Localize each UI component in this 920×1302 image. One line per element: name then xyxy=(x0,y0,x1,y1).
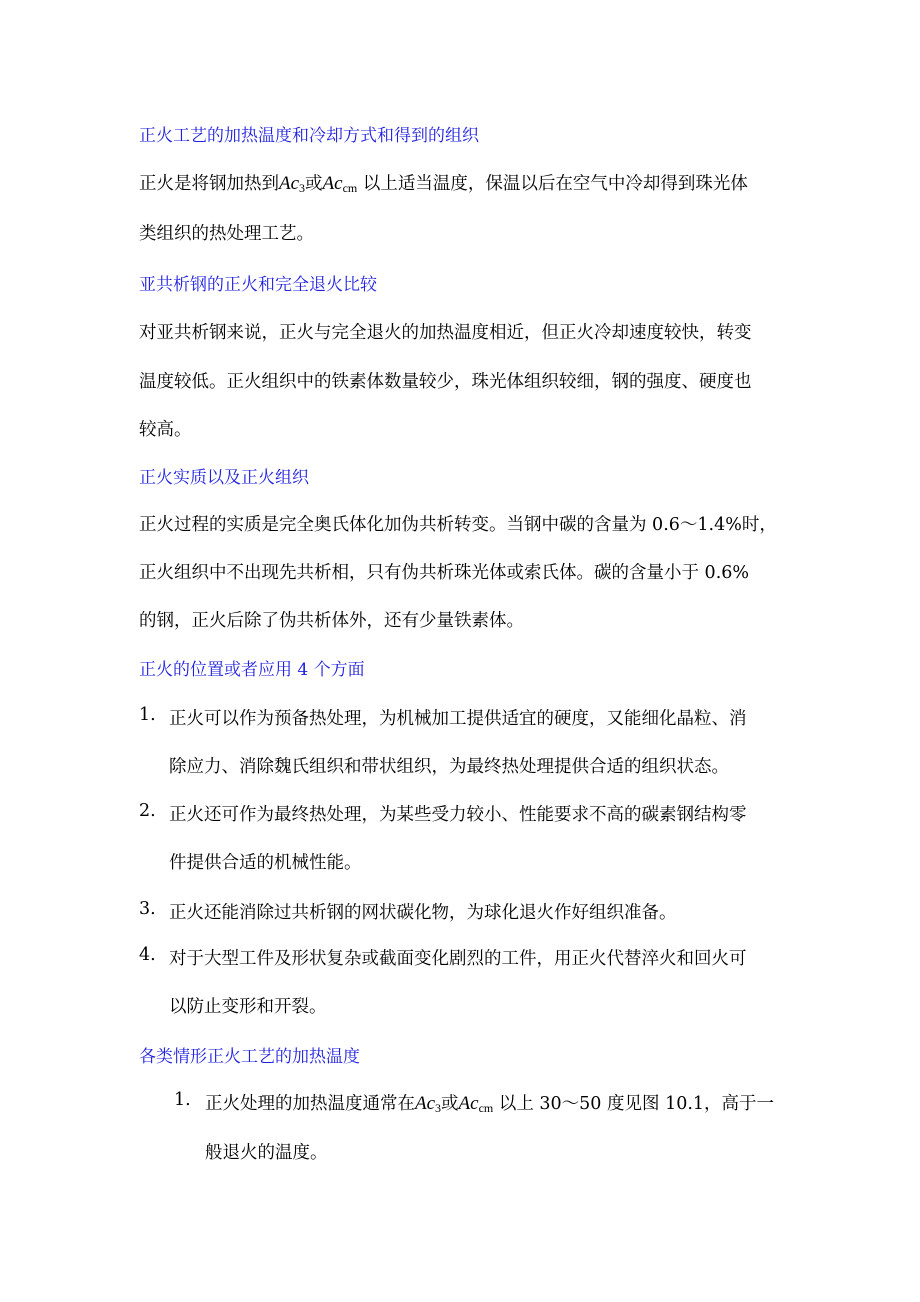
section-heading: 各类情形正火工艺的加热温度 xyxy=(139,1047,360,1067)
list-item-line: 正火还能消除过共析钢的网状碳化物，为球化退火作好组织准备。 xyxy=(169,903,677,923)
paragraph-line: 正火过程的实质是完全奥氏体化加伪共析转变。当钢中碳的含量为 0.6～1.4%时， xyxy=(139,515,777,535)
list-item-line: 件提供合适的机械性能。 xyxy=(169,853,362,873)
text-run: 以上 30～50 度见图 10.1，高于一 xyxy=(498,1094,775,1114)
list-item-line: 除应力、消除魏氏组织和带状组织，为最终热处理提供合适的组织状态。 xyxy=(169,757,729,777)
text-run: 正火处理的加热温度通常在 xyxy=(205,1094,415,1114)
paragraph-line: 正火组织中不出现先共析相，只有伪共析珠光体或索氏体。碳的含量小于 0.6% xyxy=(139,563,750,583)
list-number: 2. xyxy=(139,801,156,821)
formula-subscript: 3 xyxy=(299,181,306,195)
formula-subscript: cm xyxy=(342,181,358,195)
formula-ac: Ac xyxy=(279,173,300,194)
list-item-line: 般退火的温度。 xyxy=(205,1143,328,1163)
text-run: 或 xyxy=(441,1094,459,1114)
formula-ac: Ac xyxy=(415,1093,436,1114)
list-item-line: 正火可以作为预备热处理，为机械加工提供适宜的硬度，又能细化晶粒、消 xyxy=(169,709,747,729)
paragraph-line: 较高。 xyxy=(139,420,192,440)
section-heading: 正火工艺的加热温度和冷却方式和得到的组织 xyxy=(139,126,479,146)
list-number: 3. xyxy=(139,899,156,919)
paragraph-line: 类组织的热处理工艺。 xyxy=(139,224,314,244)
formula-ac: Ac xyxy=(458,1093,479,1114)
list-number: 1. xyxy=(174,1090,191,1110)
formula-subscript: 3 xyxy=(435,1101,442,1115)
list-number: 4. xyxy=(139,945,156,965)
section-heading: 正火的位置或者应用 4 个方面 xyxy=(139,660,365,680)
section-heading: 亚共析钢的正火和完全退火比较 xyxy=(139,275,377,295)
formula-ac: Ac xyxy=(322,173,343,194)
text-run: 正火是将钢加热到 xyxy=(139,174,279,194)
paragraph-line xyxy=(139,170,748,196)
list-item-line xyxy=(205,1090,774,1116)
formula-subscript: cm xyxy=(478,1101,494,1115)
list-item-line: 正火还可作为最终热处理，为某些受力较小、性能要求不高的碳素钢结构零 xyxy=(169,805,747,825)
list-number: 1. xyxy=(139,705,156,725)
paragraph-line: 温度较低。正火组织中的铁素体数量较少，珠光体组织较细，钢的强度、硬度也 xyxy=(139,372,752,392)
paragraph-line: 的钢，正火后除了伪共析体外，还有少量铁素体。 xyxy=(139,611,524,631)
list-item-line: 对于大型工件及形状复杂或截面变化剧烈的工件，用正火代替淬火和回火可 xyxy=(169,949,747,969)
list-item-line: 以防止变形和开裂。 xyxy=(169,997,327,1017)
text-run: 或 xyxy=(305,174,323,194)
text-run: 以上适当温度，保温以后在空气中冷却得到珠光体 xyxy=(362,174,748,194)
paragraph-line: 对亚共析钢来说，正火与完全退火的加热温度相近，但正火冷却速度较快，转变 xyxy=(139,323,752,343)
section-heading: 正火实质以及正火组织 xyxy=(139,468,309,488)
